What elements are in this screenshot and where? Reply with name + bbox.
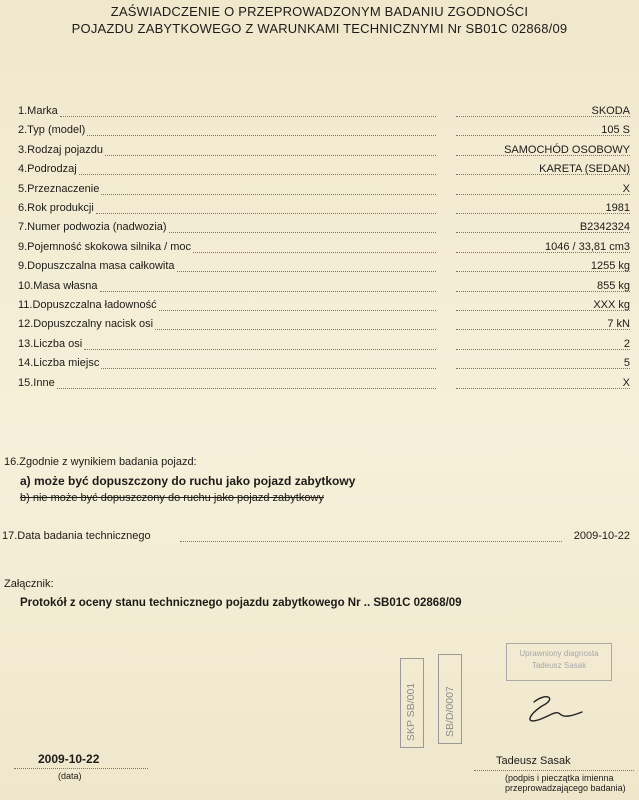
field-row (18, 122, 630, 140)
field-value: 1046 / 33,81 cm3 (544, 240, 630, 253)
field-value: B2342324 (579, 221, 630, 234)
attachment-text: Protokół z oceny stanu technicznego pojazdu zabytkowego Nr .. SB01C 02868/09 (20, 597, 462, 609)
signer-caption (505, 773, 626, 793)
dotted-leader (79, 174, 436, 175)
field-label: 12.Dopuszczalny nacisk osi (18, 318, 154, 331)
field-value: KARETA (SEDAN) (539, 163, 630, 176)
value-underline (456, 213, 630, 214)
handwritten-signature (520, 690, 590, 730)
value-underline (456, 349, 630, 350)
field-row (18, 181, 630, 199)
field-value: SAMOCHÓD OSOBOWY (504, 143, 630, 156)
signer-caption-line-1: (podpis i pieczątka imienna (505, 773, 614, 783)
field-label: 11.Dopuszczalna ładowność (18, 299, 157, 311)
dotted-leader (57, 388, 436, 389)
field-label: 13.Liczba osi (18, 337, 83, 350)
field-value: 5 (623, 357, 630, 370)
test-date-label: 17.Data badania technicznego (2, 530, 151, 542)
field-value: X (622, 182, 630, 195)
field-row (18, 161, 630, 179)
diagnostician-stamp-line-2: Tadeusz Sasak (531, 661, 587, 670)
field-label: 9.Dopuszczalna masa całkowita (18, 260, 175, 273)
field-value: X (622, 376, 630, 389)
diagnostician-id-stamp-text: SB/D/0007 (444, 686, 456, 737)
field-label: 1.Marka (18, 105, 58, 117)
field-label: 7.Numer podwozia (nadwozia) (18, 221, 167, 234)
field-label: 14.Liczba miejsc (18, 357, 100, 370)
field-row (18, 258, 630, 276)
dotted-leader (96, 213, 436, 214)
dotted-leader (193, 252, 436, 253)
result-option-approved: a) może być dopuszczony do ruchu jako pojazd zabytkowy (20, 474, 356, 488)
dotted-leader (105, 155, 436, 156)
field-label: 15.Inne (18, 376, 55, 389)
field-row (18, 200, 630, 218)
document-title-line-1: ZAŚWIADCZENIE O PRZEPROWADZONYM BADANIU ZGODNOŚCI (110, 4, 529, 19)
footer-date-caption: (data) (58, 771, 82, 781)
footer-date-line (14, 768, 148, 769)
field-row (18, 239, 630, 257)
result-option-rejected-struck: b) nie może być dopuszczony do ruchu jako pojazd zabytkowy (20, 492, 324, 504)
field-label: 6.Rok produkcji (18, 202, 94, 214)
dotted-leader (101, 368, 436, 369)
result-question-label: 16.Zgodnie z wynikiem badania pojazd: (4, 456, 197, 468)
field-label: 10.Masa własna (18, 279, 98, 292)
dotted-leader (159, 310, 436, 311)
field-value: SKODA (591, 105, 630, 117)
field-value: 2 (623, 337, 630, 350)
station-stamp (400, 658, 424, 748)
field-label: 3.Rodzaj pojazdu (18, 143, 104, 156)
field-row (18, 219, 630, 237)
field-value: 855 kg (596, 279, 630, 292)
dotted-leader (180, 541, 562, 542)
field-row (18, 316, 630, 334)
field-row (18, 336, 630, 354)
diagnostician-stamp-line-1: Uprawniony diagnosta (519, 649, 599, 658)
field-value: 105 S (601, 124, 630, 137)
signer-name: Tadeusz Sasak (496, 755, 571, 767)
dotted-leader (177, 271, 436, 272)
field-row-test-date (2, 528, 630, 546)
field-label: 4.Podrodzaj (18, 163, 77, 176)
document-title-line-2: POJAZDU ZABYTKOWEGO Z WARUNKAMI TECHNICZNYMI Nr SB01C 02868/09 (71, 21, 568, 36)
field-row (18, 142, 630, 160)
value-underline (456, 368, 630, 369)
field-label: 2.Typ (model) (18, 124, 86, 137)
dotted-leader (87, 135, 436, 136)
field-row (18, 375, 630, 393)
field-label: 9.Pojemność skokowa silnika / moc (18, 240, 192, 253)
field-label: 5.Przeznaczenie (18, 182, 100, 195)
signature-line (474, 770, 634, 771)
field-row (18, 297, 630, 315)
test-date-value: 2009-10-22 (573, 530, 630, 542)
dotted-leader (101, 194, 436, 195)
signer-caption-line-2: przeprowadzającego badania) (505, 783, 626, 793)
field-value: 7 kN (607, 318, 630, 331)
footer-date-value: 2009-10-22 (38, 752, 100, 766)
field-row (18, 278, 630, 296)
attachment-label: Załącznik: (4, 578, 54, 590)
dotted-leader (100, 291, 437, 292)
dotted-leader (169, 232, 436, 233)
field-value: XXX kg (593, 299, 630, 311)
value-underline (456, 388, 630, 389)
diagnostician-id-stamp (438, 654, 462, 744)
field-value: 1255 kg (590, 260, 630, 273)
dotted-leader (60, 116, 436, 117)
field-row (18, 355, 630, 373)
value-underline (456, 194, 630, 195)
dotted-leader (155, 329, 436, 330)
dotted-leader (84, 349, 436, 350)
station-stamp-text: SKP SB/001 (405, 682, 417, 741)
field-value: 1981 (605, 202, 630, 214)
value-underline (456, 329, 630, 330)
field-row (18, 103, 630, 121)
diagnostician-name-stamp (506, 643, 612, 681)
